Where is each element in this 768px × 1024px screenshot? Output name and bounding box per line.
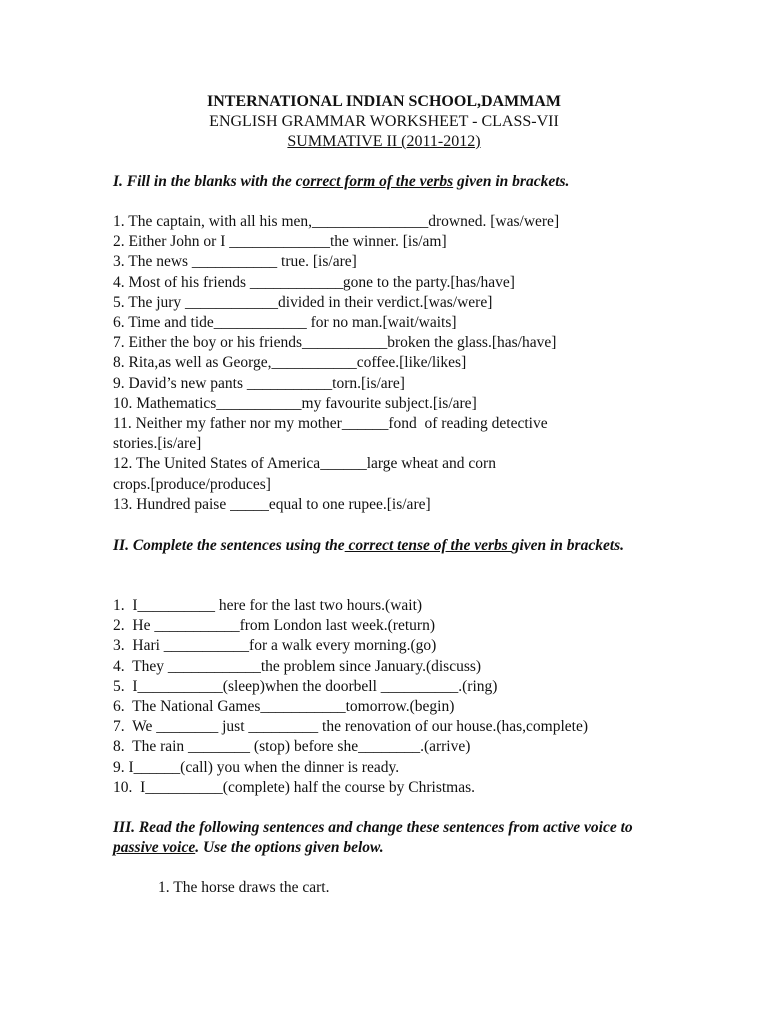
section-1-heading [113,172,653,192]
question-item: 8. The rain ________ (stop) before she________.(arrive) [113,738,471,756]
question-item: 7. We ________ just _________ the renovation of our house.(has,complete) [113,718,589,736]
question-item-continued: crops.[produce/produces] [113,475,271,493]
question-item: 10. I__________(complete) half the course by Christmas. [113,778,476,796]
question-item: 1. The captain, with all his men,_______________drowned. [was/were] [113,213,560,230]
question-item: 6. The National Games___________tomorrow.(begin) [113,698,455,716]
section-3-heading-underlined: passive voice [113,839,196,856]
worksheet-header [0,92,768,152]
school-name: INTERNATIONAL INDIAN SCHOOL,DAMMAM [207,93,561,110]
question-item: 8. Rita,as well as George,___________coffee.[like/likes] [113,354,467,372]
question-item: 4. Most of his friends ____________gone to the party.[has/have] [113,273,515,291]
section-1-heading-text: I. Fill in the blanks with the c [113,173,303,190]
section-3-heading [113,818,653,858]
question-item: 5. I___________(sleep)when the doorbell __________.(ring) [113,677,498,695]
term-title: SUMMATIVE II (2011-2012) [287,133,481,150]
question-item-continued: stories.[is/are] [113,435,202,453]
section-1-heading-text-end: given in brackets. [453,173,570,190]
section-2-heading-text: II. Complete the sentences using the [113,537,345,554]
question-item: 9. I______(call) you when the dinner is ready. [113,758,400,776]
section-2-heading-underlined: correct tense of the verbs [344,537,512,554]
question-item: 4. They ____________the problem since January.(discuss) [113,657,482,675]
question-item: 13. Hundred paise _____equal to one rupee.[is/are] [113,495,431,513]
section-3-heading-text: III. Read the following sentences and change these sentences from active voice to [113,819,633,836]
section-3-heading-text-end: . Use the options given below. [195,839,384,856]
question-item: 2. Either John or I _____________the winner. [is/am] [113,233,447,251]
question-item: 7. Either the boy or his friends___________broken the glass.[has/have] [113,334,557,352]
question-item: 3. The news ___________ true. [is/are] [113,253,357,271]
question-item: 10. Mathematics___________my favourite subject.[is/are] [113,394,477,412]
question-item: 1. I__________ here for the last two hours.(wait) [113,597,423,614]
question-item: 9. David’s new pants ___________torn.[is/are] [113,374,405,392]
section-2-heading [113,536,653,556]
question-item: 2. He ___________from London last week.(return) [113,617,435,635]
question-item: 12. The United States of America______large wheat and corn [113,455,496,473]
passive-question-item: 1. The horse draws the cart. [158,879,330,896]
question-item: 3. Hari ___________for a walk every morning.(go) [113,637,437,655]
section-1-questions [113,212,673,515]
question-item: 11. Neither my father nor my mother______fond of reading detective [113,415,548,433]
worksheet-title: ENGLISH GRAMMAR WORKSHEET - CLASS-VII [209,113,559,130]
section-1-heading-underlined: orrect form of the verbs [302,173,454,190]
question-item: 6. Time and tide____________ for no man.[wait/waits] [113,314,457,332]
section-2-questions [113,596,673,798]
section-2-heading-text-end: given in brackets. [511,537,625,554]
question-item: 5. The jury ____________divided in their verdict.[was/were] [113,293,493,311]
